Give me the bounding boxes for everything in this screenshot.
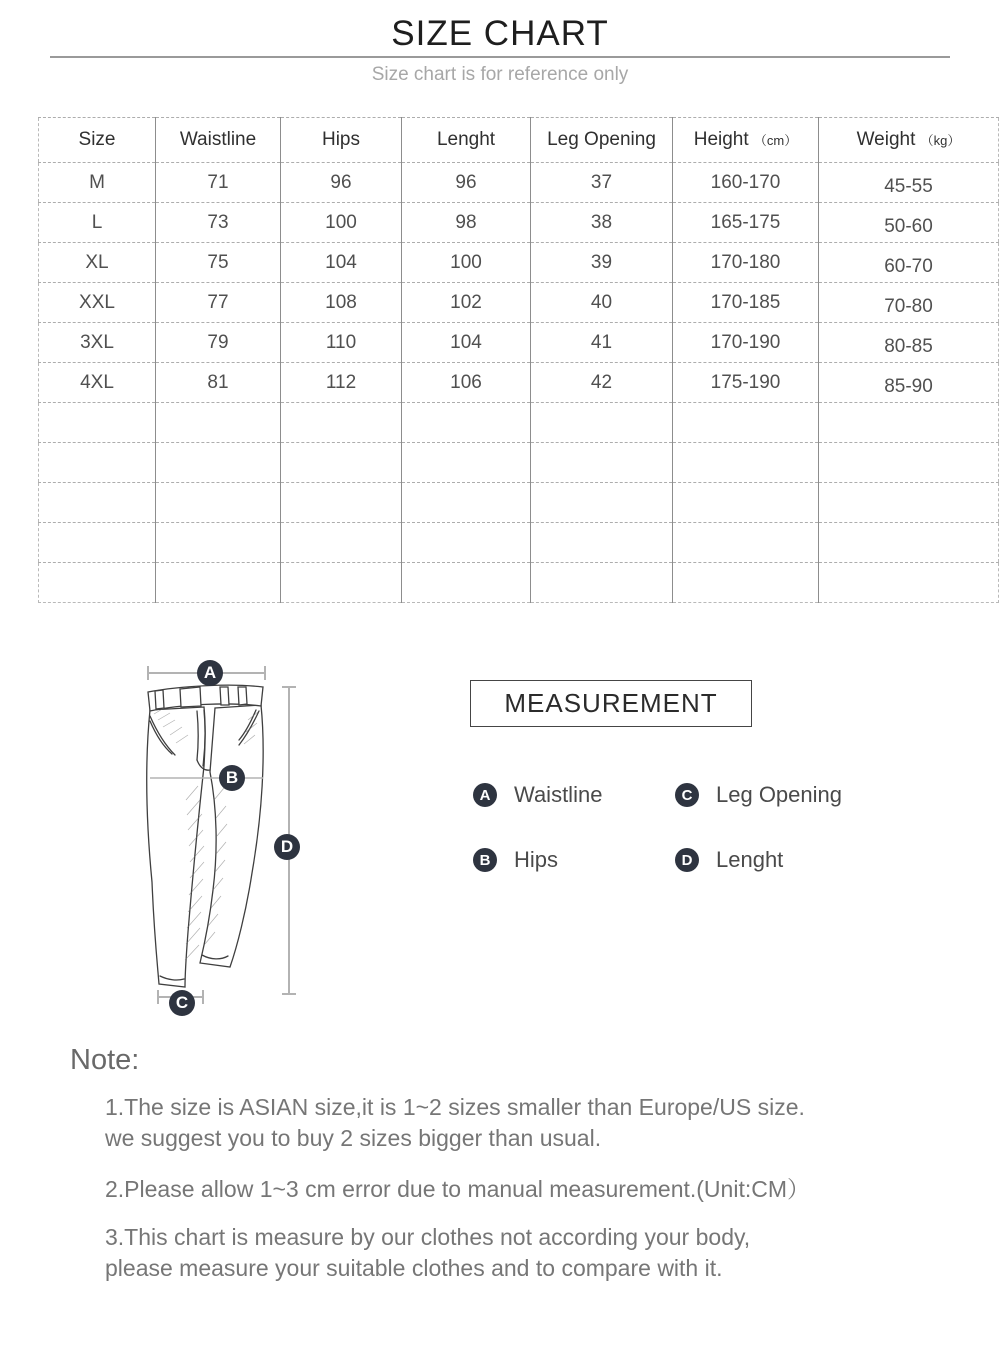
table-cell-empty bbox=[531, 563, 673, 603]
table-cell-empty bbox=[402, 403, 531, 443]
cell-waistline: 73 bbox=[156, 203, 281, 243]
cell-height: 170-190 bbox=[673, 323, 819, 363]
table-row bbox=[39, 203, 999, 243]
table-header-row bbox=[39, 118, 999, 163]
note-3-line-1: 3.This chart is measure by our clothes not according your body, bbox=[105, 1224, 751, 1250]
cell-waistline: 71 bbox=[156, 163, 281, 203]
table-cell-empty bbox=[281, 523, 402, 563]
table-cell-empty bbox=[156, 443, 281, 483]
cell-leg-opening: 42 bbox=[531, 363, 673, 403]
col-header-height: Height （cm） bbox=[673, 118, 819, 163]
table-cell-empty bbox=[156, 523, 281, 563]
table-cell-empty bbox=[39, 443, 156, 483]
note-2-line-1: 2.Please allow 1~3 cm error due to manual measurement.(Unit:CM） bbox=[105, 1176, 810, 1202]
table-cell-empty bbox=[39, 403, 156, 443]
cell-length: 104 bbox=[402, 323, 531, 363]
cell-length: 98 bbox=[402, 203, 531, 243]
cell-weight: 70-80 bbox=[819, 283, 999, 323]
cell-weight: 85-90 bbox=[819, 363, 999, 403]
cell-leg-opening: 39 bbox=[531, 243, 673, 283]
table-cell-empty bbox=[673, 523, 819, 563]
table-cell-empty bbox=[819, 563, 999, 603]
cell-height: 170-185 bbox=[673, 283, 819, 323]
cell-weight: 50-60 bbox=[819, 203, 999, 243]
measurement-title: MEASUREMENT bbox=[504, 688, 718, 718]
cell-weight: 45-55 bbox=[819, 163, 999, 203]
cell-size: 3XL bbox=[39, 323, 156, 363]
cell-waistline: 75 bbox=[156, 243, 281, 283]
marker-c-badge: C bbox=[169, 990, 195, 1016]
table-cell-empty bbox=[531, 403, 673, 443]
cell-size: XL bbox=[39, 243, 156, 283]
legend-a-badge: A bbox=[473, 783, 497, 807]
table-row bbox=[39, 323, 999, 363]
table-row-empty bbox=[39, 483, 999, 523]
cell-hips: 110 bbox=[281, 323, 402, 363]
legend-item-leg-opening bbox=[675, 782, 842, 808]
cell-weight: 60-70 bbox=[819, 243, 999, 283]
cell-length: 100 bbox=[402, 243, 531, 283]
table-cell-empty bbox=[531, 443, 673, 483]
cell-hips: 112 bbox=[281, 363, 402, 403]
cell-waistline: 79 bbox=[156, 323, 281, 363]
size-table bbox=[38, 117, 999, 603]
cell-height: 175-190 bbox=[673, 363, 819, 403]
col-header-waistline: Waistline bbox=[156, 118, 281, 163]
table-row-empty bbox=[39, 523, 999, 563]
table-cell-empty bbox=[819, 483, 999, 523]
table-cell-empty bbox=[819, 523, 999, 563]
legend-label-leg-opening: Leg Opening bbox=[716, 782, 842, 807]
table-cell-empty bbox=[281, 563, 402, 603]
table-cell-empty bbox=[531, 483, 673, 523]
note-item-2 bbox=[105, 1174, 975, 1205]
table-cell-empty bbox=[156, 563, 281, 603]
cell-size: M bbox=[39, 163, 156, 203]
note-1-line-2: we suggest you to buy 2 sizes bigger than usual. bbox=[105, 1125, 602, 1151]
table-cell-empty bbox=[402, 563, 531, 603]
marker-a-badge: A bbox=[197, 660, 223, 686]
cell-height: 170-180 bbox=[673, 243, 819, 283]
page-subtitle: Size chart is for reference only bbox=[371, 64, 629, 85]
col-header-length: Lenght bbox=[402, 118, 531, 163]
title-divider bbox=[50, 56, 950, 58]
cell-leg-opening: 37 bbox=[531, 163, 673, 203]
legend-item-hips bbox=[473, 847, 558, 873]
cell-leg-opening: 41 bbox=[531, 323, 673, 363]
table-cell-empty bbox=[531, 523, 673, 563]
table-cell-empty bbox=[673, 443, 819, 483]
legend-item-length bbox=[675, 847, 783, 873]
col-header-hips: Hips bbox=[281, 118, 402, 163]
cell-size: XXL bbox=[39, 283, 156, 323]
col-header-size: Size bbox=[39, 118, 156, 163]
notes-heading: Note: bbox=[70, 1044, 140, 1076]
page-title: SIZE CHART bbox=[391, 14, 609, 53]
cell-hips: 108 bbox=[281, 283, 402, 323]
table-cell-empty bbox=[281, 483, 402, 523]
col-header-leg-opening: Leg Opening bbox=[531, 118, 673, 163]
table-cell-empty bbox=[39, 563, 156, 603]
note-1-line-1: 1.The size is ASIAN size,it is 1~2 sizes smaller than Europe/US size. bbox=[105, 1094, 805, 1120]
legend-item-waistline bbox=[473, 782, 602, 808]
table-cell-empty bbox=[156, 403, 281, 443]
cell-waistline: 81 bbox=[156, 363, 281, 403]
table-row-empty bbox=[39, 443, 999, 483]
legend-label-hips: Hips bbox=[514, 847, 559, 872]
cell-waistline: 77 bbox=[156, 283, 281, 323]
table-cell-empty bbox=[819, 443, 999, 483]
cell-weight: 80-85 bbox=[819, 323, 999, 363]
table-cell-empty bbox=[281, 443, 402, 483]
note-item-1 bbox=[105, 1092, 975, 1154]
note-item-3 bbox=[105, 1222, 975, 1284]
table-row bbox=[39, 283, 999, 323]
cell-leg-opening: 38 bbox=[531, 203, 673, 243]
table-row bbox=[39, 243, 999, 283]
marker-d-badge: D bbox=[274, 834, 300, 860]
table-cell-empty bbox=[402, 483, 531, 523]
col-header-weight: Weight （kg） bbox=[819, 118, 999, 163]
legend-b-badge: B bbox=[473, 848, 497, 872]
note-3-line-2: please measure your suitable clothes and to compare with it. bbox=[105, 1255, 723, 1281]
table-cell-empty bbox=[402, 443, 531, 483]
table-row bbox=[39, 163, 999, 203]
legend-label-waistline: Waistline bbox=[514, 782, 603, 807]
cell-hips: 104 bbox=[281, 243, 402, 283]
cell-length: 102 bbox=[402, 283, 531, 323]
cell-length: 96 bbox=[402, 163, 531, 203]
cell-leg-opening: 40 bbox=[531, 283, 673, 323]
table-cell-empty bbox=[281, 403, 402, 443]
table-row bbox=[39, 363, 999, 403]
cell-height: 165-175 bbox=[673, 203, 819, 243]
legend-label-length: Lenght bbox=[716, 847, 784, 872]
table-cell-empty bbox=[39, 483, 156, 523]
cell-height: 160-170 bbox=[673, 163, 819, 203]
table-cell-empty bbox=[673, 563, 819, 603]
table-cell-empty bbox=[402, 523, 531, 563]
measurement-title-box bbox=[470, 680, 752, 727]
legend-d-badge: D bbox=[675, 848, 699, 872]
cell-size: L bbox=[39, 203, 156, 243]
table-row-empty bbox=[39, 403, 999, 443]
cell-hips: 96 bbox=[281, 163, 402, 203]
cell-length: 106 bbox=[402, 363, 531, 403]
cell-size: 4XL bbox=[39, 363, 156, 403]
legend-c-badge: C bbox=[675, 783, 699, 807]
table-cell-empty bbox=[819, 403, 999, 443]
table-row-empty bbox=[39, 563, 999, 603]
table-cell-empty bbox=[156, 483, 281, 523]
marker-b-badge: B bbox=[219, 765, 245, 791]
table-cell-empty bbox=[673, 483, 819, 523]
table-cell-empty bbox=[673, 403, 819, 443]
table-cell-empty bbox=[39, 523, 156, 563]
cell-hips: 100 bbox=[281, 203, 402, 243]
